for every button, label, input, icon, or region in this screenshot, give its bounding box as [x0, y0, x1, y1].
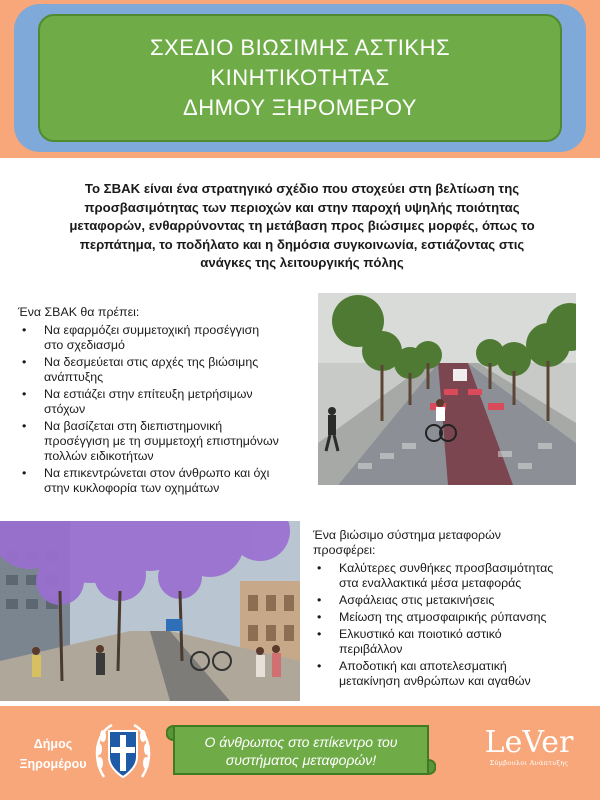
requirements-heading: Ένα ΣΒΑΚ θα πρέπει:: [18, 305, 140, 319]
benefits-heading-line: προσφέρει:: [313, 543, 376, 557]
title-line: ΔΗΜΟΥ ΞΗΡΟΜΕΡΟΥ: [183, 95, 417, 120]
lever-logo-word: LeVer: [484, 725, 574, 760]
list-item-line: Να εφαρμόζει συμμετοχική προσέγγιση: [44, 323, 260, 337]
intro-line: Το ΣΒΑΚ είναι ένα στρατηγικό σχέδιο που στοχεύει στη βελτίωση της: [84, 181, 520, 196]
list-item-line: Μείωση της ατμοσφαιρικής ρύπανσης: [339, 610, 547, 624]
title-line: ΣΧΕΔΙΟ ΒΙΩΣΙΜΗΣ ΑΣΤΙΚΗΣ: [149, 35, 451, 60]
title-line: ΚΙΝΗΤΙΚΟΤΗΤΑΣ: [210, 65, 390, 90]
benefits-list: [313, 528, 593, 691]
bullet: •: [317, 561, 322, 575]
list-item-line: Να δεσμεύεται στις αρχές της βιώσιμης: [44, 355, 259, 369]
intro-line: προσβασιμότητας των περιοχών και στην παροχή υψηλής ποιότητας: [84, 199, 520, 215]
list-item: [18, 419, 318, 464]
list-item: [18, 466, 318, 496]
slogan-line: Ο άνθρωπος στο επίκεντρο του: [204, 734, 398, 750]
lever-logo: [474, 727, 584, 767]
list-item-line: στα εναλλακτικά μέσα μεταφοράς: [339, 576, 522, 590]
list-item: [18, 323, 318, 353]
bullet: •: [317, 659, 322, 673]
benefits-heading-line: Ένα βιώσιμο σύστημα μεταφορών: [313, 528, 501, 542]
street-rendering-illustration: [318, 293, 576, 485]
bullet: •: [317, 610, 322, 624]
slogan-line: συστήματος μεταφορών!: [225, 752, 377, 768]
bullet: •: [22, 323, 27, 337]
intro-line: μεταφορών, ενθαρρύνοντας τη μετάβαση προς βιώσιμες μορφές, όπως το: [69, 218, 535, 233]
list-item-line: Να εστιάζει στην επίτευξη μετρήσιμων: [44, 387, 253, 401]
intro-line: ανάγκες της λειτουργικής πόλης: [200, 255, 404, 270]
avenue-rendering-image: [0, 521, 300, 701]
slogan-text: [176, 733, 426, 769]
bullet: •: [22, 419, 27, 433]
benefits-heading: [313, 528, 593, 558]
list-item-line: Αποδοτική και αποτελεσματική: [339, 659, 507, 673]
intro-line: περπάτημα, το ποδήλατο και η δημόσια συγκοινωνία, εστιάζοντας στις: [79, 236, 525, 252]
list-item: [313, 659, 593, 689]
bullet: •: [22, 355, 27, 369]
list-item-line: στο σχεδιασμό: [44, 338, 125, 352]
list-item-line: πολλών ειδικοτήτων: [44, 449, 154, 463]
municipality-name-line: Δήμος: [33, 737, 73, 751]
street-rendering-image: [318, 293, 576, 485]
list-item: [18, 355, 318, 385]
list-item-line: Να βασίζεται στη διεπιστημονική: [44, 419, 223, 433]
list-item: [313, 610, 593, 625]
bullet: •: [317, 627, 322, 641]
list-item: [313, 593, 593, 608]
list-item-line: μετακίνηση ανθρώπων και αγαθών: [339, 674, 531, 688]
list-item-line: Να επικεντρώνεται στον άνθρωπο και όχι: [44, 466, 270, 480]
avenue-rendering-illustration: [0, 521, 300, 701]
bullet: •: [22, 387, 27, 401]
list-item: [313, 561, 593, 591]
list-item-line: στόχων: [44, 402, 86, 416]
list-item-line: περιβάλλον: [339, 642, 403, 656]
list-item-line: Καλύτερες συνθήκες προσβασιμότητας: [339, 561, 554, 575]
list-item: [313, 627, 593, 657]
list-item: [18, 387, 318, 417]
list-item-line: στην κυκλοφορία των οχημάτων: [44, 481, 220, 495]
page-title: [38, 14, 562, 142]
lever-logo-tagline: Σύμβουλοι Ανάπτυξης: [489, 759, 569, 767]
municipality-name: [18, 734, 88, 774]
list-item-line: προσέγγιση με τη συμμετοχή επιστημόνων: [44, 434, 279, 448]
list-item-line: ανάπτυξης: [44, 370, 104, 384]
intro-paragraph: [42, 180, 562, 273]
greek-coat-of-arms-icon: [94, 719, 152, 785]
bullet: •: [317, 593, 322, 607]
municipality-name-line: Ξηρομέρου: [19, 757, 87, 771]
requirements-list: [18, 305, 318, 498]
list-item-line: Ασφάλειας στις μετακινήσεις: [339, 593, 495, 607]
list-item-line: Ελκυστικό και ποιοτικό αστικό: [339, 627, 502, 641]
bullet: •: [22, 466, 27, 480]
